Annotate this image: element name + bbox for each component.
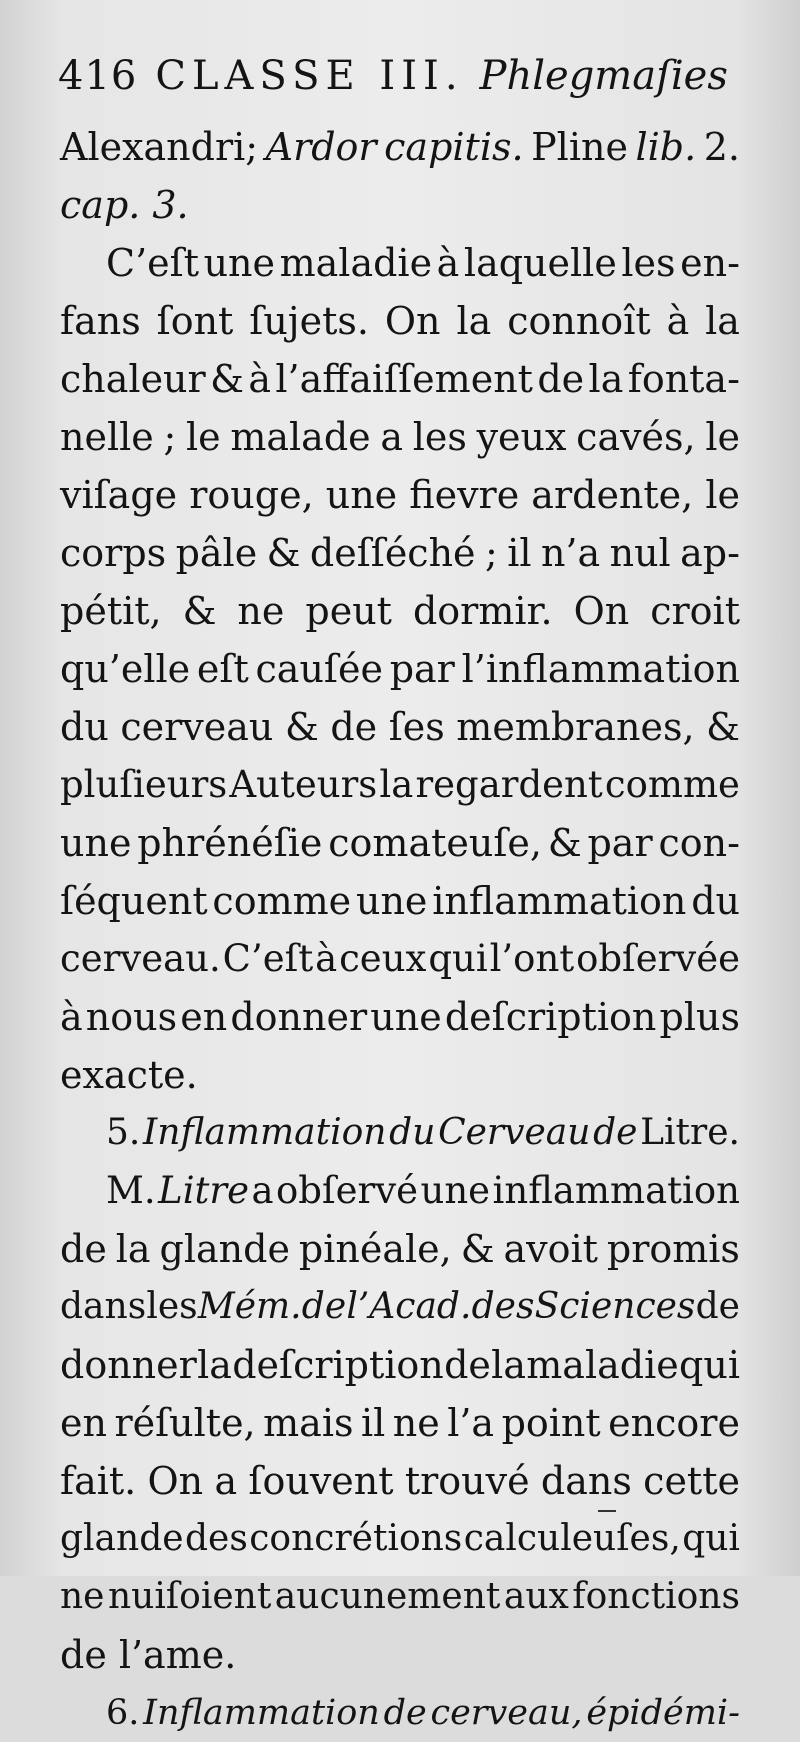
word: malade (230, 415, 371, 459)
word: Mém. (197, 1286, 302, 1327)
word: avoit (503, 1227, 598, 1271)
word: du (389, 1112, 436, 1153)
text-line (60, 292, 740, 350)
word: inflammation (492, 1169, 740, 1212)
word: cerveau (120, 705, 274, 749)
word: la (588, 357, 624, 401)
word: de (695, 1286, 740, 1327)
word: pinéale, (298, 1227, 452, 1271)
text-line (60, 1510, 740, 1568)
word: le (185, 415, 221, 459)
word: ne (392, 1401, 440, 1445)
word: il (507, 531, 532, 575)
word: les (621, 241, 676, 285)
word: comateuſe, (328, 821, 542, 865)
word: en- (680, 241, 740, 285)
word: la (491, 1343, 526, 1387)
word: deſcription (444, 995, 657, 1039)
word: dans (60, 1286, 147, 1327)
word: l’a (447, 1401, 495, 1445)
word: par (389, 647, 455, 691)
body-text (60, 118, 740, 1742)
word: On (384, 299, 441, 343)
word: une (370, 995, 442, 1039)
word: Inflammation (143, 1693, 380, 1733)
word: & (460, 1227, 495, 1271)
word: Alexandri; (60, 125, 259, 169)
word: en (60, 1401, 107, 1445)
word: cavés, (576, 415, 696, 459)
word: Litre. (640, 1112, 740, 1153)
word: ſouvent (248, 1459, 394, 1503)
word: ſont (156, 299, 234, 343)
word: a (380, 415, 404, 459)
text-line (60, 1162, 740, 1220)
word: la (379, 763, 414, 806)
word: donner (230, 995, 368, 1039)
word: C’eſt (222, 937, 314, 980)
word: obſervé (275, 1169, 419, 1212)
word: plus (659, 995, 740, 1039)
word: & (182, 589, 217, 633)
word: de (383, 1693, 427, 1733)
word: ; (163, 415, 177, 459)
text-line (60, 1394, 740, 1452)
word: exacte. (60, 1053, 198, 1097)
word: deſſéché (309, 531, 476, 575)
text-line (60, 582, 740, 640)
word: ſes (388, 705, 445, 749)
word: l’affaiſſement (275, 357, 533, 401)
word: chaleur (60, 357, 206, 401)
word: encore (608, 1401, 740, 1445)
word: dans (540, 1459, 632, 1503)
word: à (248, 357, 271, 401)
text-line (60, 524, 740, 582)
word: connoît (507, 299, 651, 343)
word: yeux (476, 415, 567, 459)
word: pâle (175, 531, 258, 575)
word: une (355, 879, 428, 923)
word: épidémi- (586, 1693, 740, 1733)
word: fonta- (627, 357, 740, 401)
word: en (180, 995, 228, 1039)
word: M. (106, 1169, 156, 1212)
word: la (456, 299, 492, 343)
word: ; (484, 531, 498, 575)
word: de (60, 1633, 107, 1677)
word: ne (237, 589, 285, 633)
word: Cerveau (438, 1112, 591, 1153)
word: de (330, 705, 378, 749)
word: Auteurs (229, 763, 378, 806)
word: a (251, 1169, 274, 1212)
word: il (360, 1401, 386, 1445)
word: de (444, 1343, 491, 1387)
word: peut (305, 589, 392, 633)
text-line (60, 1104, 740, 1162)
word: mais (263, 1401, 354, 1445)
word: de (593, 1112, 638, 1153)
word: de (60, 1227, 107, 1271)
word: Litre (158, 1169, 249, 1212)
word: qui (682, 1518, 740, 1559)
word: du (691, 879, 740, 923)
word: a (214, 1459, 238, 1503)
word: la (115, 1227, 151, 1271)
word: pluſieurs (60, 763, 228, 806)
word: & (706, 705, 740, 749)
text-line (60, 176, 740, 234)
word: aucunement (274, 1576, 501, 1617)
word: membranes, (456, 705, 695, 749)
word: deſcription (232, 1343, 444, 1387)
word: des (185, 1518, 248, 1559)
word: laquelle (463, 241, 617, 285)
word: inflammation (432, 879, 687, 923)
running-header (58, 48, 758, 104)
text-line (60, 1626, 740, 1684)
word: rouge, (189, 473, 314, 517)
word: de (301, 1286, 347, 1327)
word: eſt (196, 647, 249, 691)
word: 5. (106, 1112, 141, 1153)
word: fait. (60, 1459, 137, 1503)
word: le (705, 473, 740, 517)
word: cerveau, (430, 1693, 583, 1733)
word: qui (428, 937, 488, 980)
word: des (471, 1286, 535, 1327)
word: point (501, 1401, 601, 1445)
word: & (284, 705, 319, 749)
word: la (705, 299, 740, 343)
text-line (60, 756, 740, 814)
word: le (705, 415, 740, 459)
word: de (537, 357, 585, 401)
word: du (60, 705, 109, 749)
text-line (60, 408, 740, 466)
word: qu’elle (60, 647, 191, 691)
word: fans (60, 299, 141, 343)
word: cerveau. (60, 937, 221, 980)
word: cauſée (255, 647, 383, 691)
word: croit (650, 589, 740, 633)
text-line (60, 234, 740, 292)
text-line (60, 930, 740, 988)
word: fonctions (572, 1576, 740, 1617)
word: fievre (409, 473, 520, 517)
page-number: 416 (58, 53, 138, 99)
word: les (412, 415, 467, 459)
text-line (60, 350, 740, 408)
word: C’eſt (106, 241, 199, 285)
word: les (146, 1286, 198, 1327)
word: 2. (703, 125, 740, 169)
word: & (547, 821, 582, 865)
word: Pline (531, 125, 628, 169)
word: ap- (680, 531, 740, 575)
word: donner (60, 1343, 197, 1387)
word: promis (606, 1227, 740, 1271)
text-line (60, 1684, 740, 1742)
word: regardent (415, 763, 603, 806)
word: concrétions (249, 1518, 463, 1559)
word: corps (60, 531, 167, 575)
word: ardente, (531, 473, 694, 517)
text-line (60, 1278, 740, 1336)
word: cap. (60, 183, 141, 227)
word: nul (609, 531, 671, 575)
word: Sciences (534, 1286, 696, 1327)
class-label: CLASSE III. (155, 53, 464, 99)
word: réſulte, (114, 1401, 256, 1445)
word: nuiſoient (107, 1576, 272, 1617)
word: On (573, 589, 630, 633)
word: 3. (152, 183, 189, 227)
word: & (266, 531, 301, 575)
word: glande (159, 1227, 290, 1271)
word: ſujets. (249, 299, 369, 343)
word: l’ame. (118, 1633, 237, 1677)
word: par (587, 821, 653, 865)
word: n’a (540, 531, 601, 575)
word: calculeuſes, (463, 1518, 681, 1559)
text-line (60, 118, 740, 176)
word: aux (503, 1576, 569, 1617)
text-line (60, 1452, 740, 1510)
text-line (60, 1336, 740, 1394)
word: une (325, 473, 398, 517)
word: lib. (635, 125, 697, 169)
word: cette (643, 1459, 740, 1503)
word: comme (604, 763, 740, 806)
word: nous (85, 995, 178, 1039)
margin-mark (598, 1510, 616, 1512)
word: Ardor (265, 125, 377, 169)
word: qui (679, 1343, 740, 1387)
word: con- (658, 821, 740, 865)
word: 6. (106, 1693, 140, 1733)
text-line (60, 466, 740, 524)
word: maladie (279, 241, 433, 285)
category-title: Phlegmaſies (479, 53, 728, 99)
word: phrénéſie (137, 821, 323, 865)
word: capitis. (384, 125, 524, 169)
word: comme (212, 879, 352, 923)
text-line (60, 814, 740, 872)
word: à (60, 995, 83, 1039)
text-line (60, 988, 740, 1046)
word: une (60, 821, 132, 865)
word: dormir. (412, 589, 553, 633)
word: ceux (339, 937, 427, 980)
text-line (60, 1568, 740, 1626)
word: ne (60, 1576, 105, 1617)
word: l’inflammation (461, 647, 740, 691)
word: ſéquent (60, 879, 208, 923)
word: la (197, 1343, 232, 1387)
word: l’ont (489, 937, 575, 980)
word: à (666, 299, 690, 343)
word: & (210, 357, 244, 401)
word: viſage (60, 473, 178, 517)
word: Inflammation (143, 1112, 387, 1153)
word: une (203, 241, 276, 285)
word: nelle (60, 415, 154, 459)
word: pétit, (60, 589, 162, 633)
text-line (60, 872, 740, 930)
word: une (420, 1169, 491, 1212)
word: obſervée (576, 937, 740, 980)
word: On (147, 1459, 204, 1503)
text-line (60, 640, 740, 698)
word: à (436, 241, 460, 285)
word: trouvé (404, 1459, 530, 1503)
word: l’Acad. (346, 1286, 472, 1327)
word: maladie (526, 1343, 679, 1387)
text-line (60, 1046, 740, 1104)
word: glande (60, 1518, 184, 1559)
text-line (60, 1220, 740, 1278)
word: à (315, 937, 338, 980)
text-line (60, 698, 740, 756)
